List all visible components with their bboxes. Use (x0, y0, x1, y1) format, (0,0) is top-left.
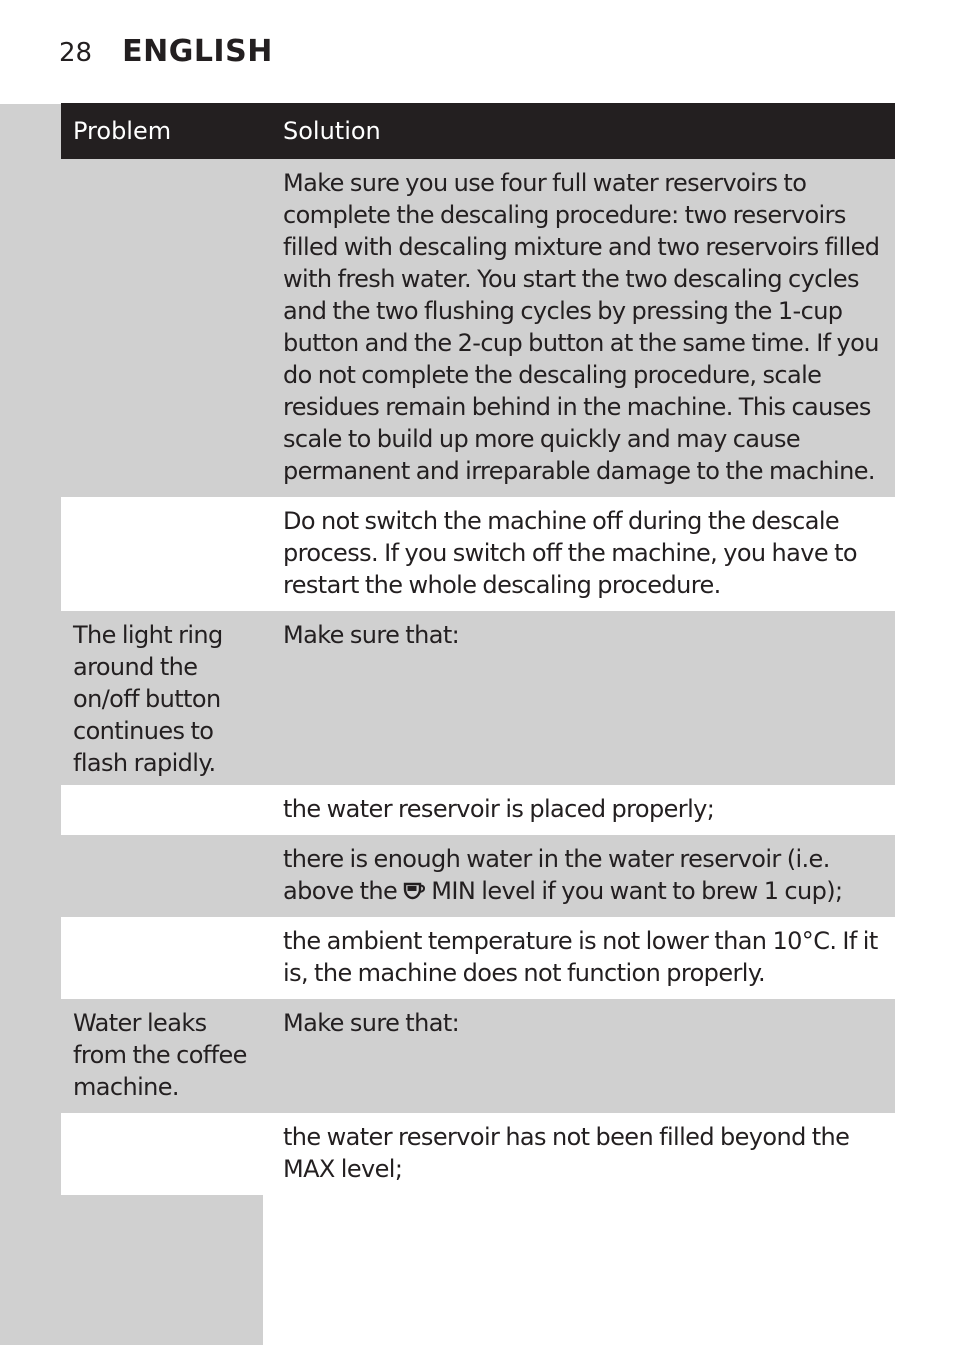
page-number: 28 (59, 38, 93, 68)
problem-cell (61, 1113, 263, 1195)
solution-text-part: there is enough water in the water reservoir (i.e. above the (283, 845, 830, 905)
table-row (61, 785, 895, 835)
column-header-solution: Solution (263, 103, 895, 159)
solution-cell: the ambient temperature is not lower than 10°C. If it is, the machine does not function properly. (263, 917, 895, 999)
table-row (61, 917, 895, 999)
solution-cell: Make sure that: (263, 999, 895, 1113)
table-row (61, 999, 895, 1113)
table-row (61, 159, 895, 497)
solution-cell: Make sure that: (263, 611, 895, 785)
table-header-row (61, 103, 895, 159)
solution-text-part: MIN level if you want to brew 1 cup); (431, 877, 843, 905)
problem-cell (61, 835, 263, 917)
table-row (61, 497, 895, 611)
problem-cell (61, 917, 263, 999)
section-language-title: ENGLISH (122, 34, 273, 69)
solution-cell: the water reservoir has not been filled beyond the MAX level; (263, 1113, 895, 1195)
cup-icon (403, 881, 425, 901)
solution-cell: the water reservoir is placed properly; (263, 785, 895, 835)
table-row (61, 1113, 895, 1195)
problem-cell (61, 159, 263, 497)
solution-cell: Do not switch the machine off during the descale process. If you switch off the machine, you have to restart the whole descaling procedure. (263, 497, 895, 611)
table-row (61, 611, 895, 785)
problem-cell: Water leaks from the coffee machine. (61, 999, 263, 1113)
column-header-problem: Problem (61, 103, 263, 159)
problem-cell (61, 497, 263, 611)
page-header (59, 34, 273, 74)
problem-cell (61, 785, 263, 835)
solution-cell: Make sure you use four full water reservoirs to complete the descaling procedure: two reservoirs filled with descaling mixture and two reservoirs filled with fresh water. You start the two descaling cycles and the two flushing cycles by pressing the 1-cup button and the 2-cup button at the same time. If you do not complete the descaling procedure, scale residues remain behind in the machine. This causes scale to build up more quickly and may cause permanent and irreparable damage to the machine. (263, 159, 895, 497)
table-row (61, 835, 895, 917)
solution-cell (263, 835, 895, 917)
troubleshooting-table (61, 103, 895, 1195)
problem-cell: The light ring around the on/off button continues to flash rapidly. (61, 611, 263, 785)
